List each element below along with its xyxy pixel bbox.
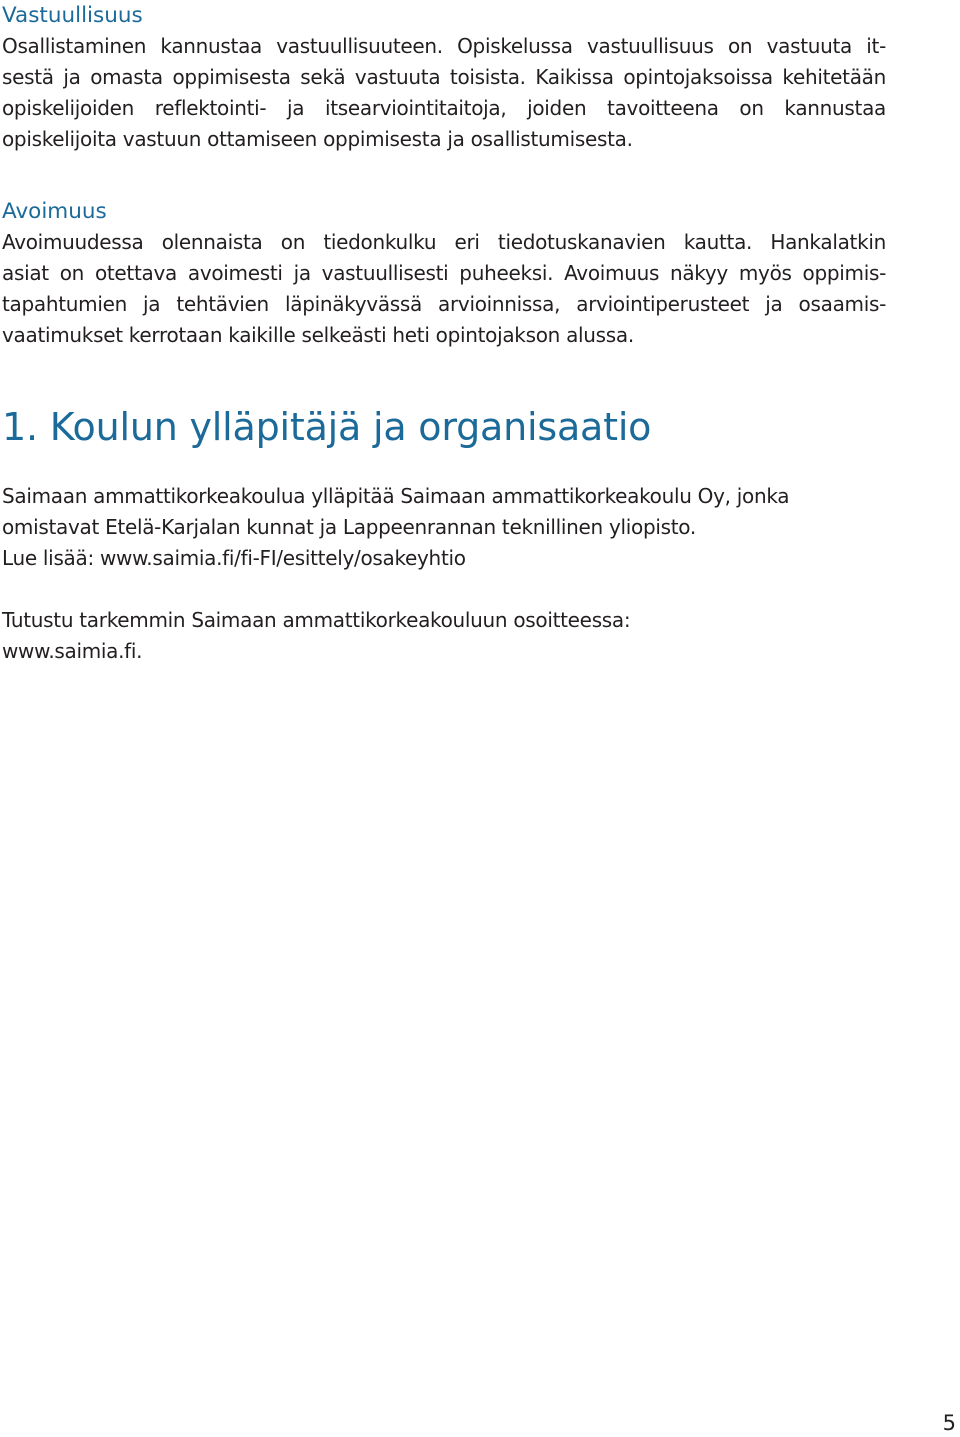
page-number: 5 <box>942 1411 956 1435</box>
text-line: tapahtumien ja tehtävien läpinäkyvässä arvioinnissa, arviointiperusteet ja osaamis- <box>2 292 886 316</box>
heading-koulun-yllapitaja: 1. Koulun ylläpitäjä ja organisaatio <box>2 405 652 449</box>
heading-avoimuus: Avoimuus <box>2 199 107 224</box>
text-line: sestä ja omasta oppimisesta sekä vastuuta toisista. Kaikissa opintojaksoissa kehitetään <box>2 65 886 89</box>
link-saimia[interactable]: www.saimia.fi. <box>2 639 143 663</box>
paragraph-vastuullisuus <box>2 31 886 155</box>
text-line: omistavat Etelä-Karjalan kunnat ja Lappeenrannan teknillinen yliopisto. <box>2 515 696 539</box>
heading-vastuullisuus: Vastuullisuus <box>2 3 143 28</box>
text-line: vaatimukset kerrotaan kaikille selkeästi heti opintojakson alussa. <box>2 323 634 347</box>
text-line: opiskelijoiden reflektointi- ja itsearviointitaitoja, joiden tavoitteena on kannustaa <box>2 96 886 120</box>
text-line: Osallistaminen kannustaa vastuullisuuteen. Opiskelussa vastuullisuus on vastuuta it- <box>2 34 886 58</box>
section-avoimuus <box>2 196 886 351</box>
section-vastuullisuus <box>2 0 886 155</box>
section-koulun-yllapitaja <box>2 404 886 450</box>
text-line: Avoimuudessa olennaista on tiedonkulku eri tiedotuskanavien kautta. Hankalatkin <box>2 230 886 254</box>
paragraph-yllapitaja <box>2 481 789 574</box>
text-line: opiskelijoita vastuun ottamiseen oppimisesta ja osallistumisesta. <box>2 127 633 151</box>
paragraph-avoimuus <box>2 227 886 351</box>
link-osakeyhtio[interactable]: Lue lisää: www.saimia.fi/fi-FI/esittely/osakeyhtio <box>2 546 466 570</box>
text-line: asiat on otettava avoimesti ja vastuullisesti puheeksi. Avoimuus näkyy myös oppimis- <box>2 261 886 285</box>
paragraph-tutustu <box>2 605 630 667</box>
text-line: Saimaan ammattikorkeakoulua ylläpitää Saimaan ammattikorkeakoulu Oy, jonka <box>2 484 790 508</box>
text-line: Tutustu tarkemmin Saimaan ammattikorkeakouluun osoitteessa: <box>2 608 631 632</box>
